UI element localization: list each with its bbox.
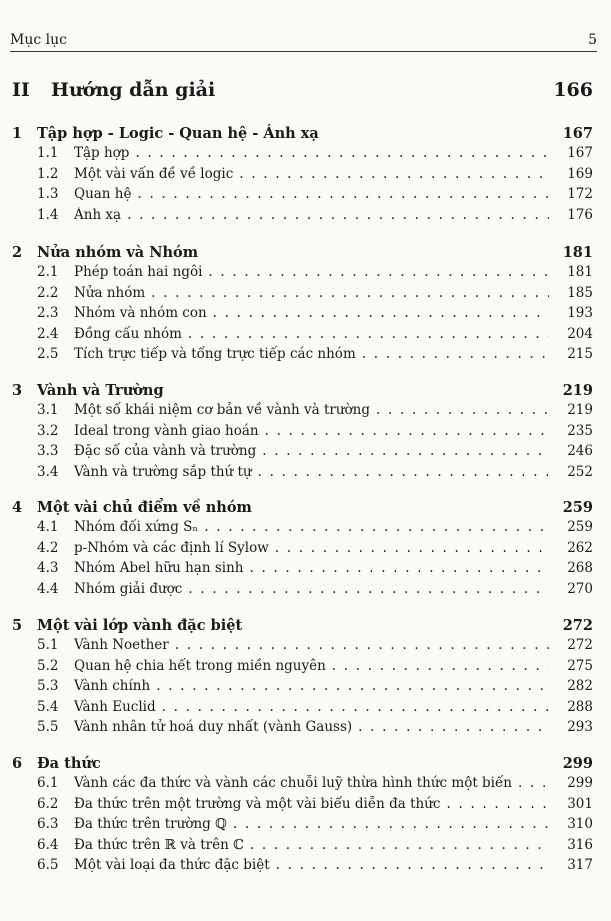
section-number: 1.1: [37, 145, 59, 161]
section-number: 1.2: [37, 165, 59, 182]
section-page: 262: [567, 539, 593, 556]
toc-entry[interactable]: [12, 560, 593, 581]
toc-entry[interactable]: [12, 423, 593, 444]
section-page: 219: [567, 402, 593, 418]
running-head: [10, 32, 597, 52]
section-page: 169: [567, 165, 593, 182]
chapter-number: 2: [12, 244, 23, 261]
section-title: Nhóm đối xứng Sₙ . . .: [74, 519, 549, 535]
toc-entry[interactable]: [12, 264, 593, 285]
section-title: Nhóm và nhóm con . . .: [74, 305, 549, 321]
toc-entry[interactable]: [12, 464, 593, 485]
section-title: Quan hệ . . .: [74, 186, 549, 202]
section-page: 275: [567, 657, 593, 674]
toc-entry[interactable]: [12, 326, 593, 347]
chapter-page: 272: [562, 617, 593, 634]
section-title: Một vài loại đa thức đặc biệt . . .: [74, 857, 549, 873]
section-title: Vành Euclid . . .: [74, 699, 549, 715]
toc-entry[interactable]: [12, 816, 593, 837]
section-title: p-Nhóm và các định lí Sylow . . .: [74, 540, 549, 556]
chapter-6: [12, 755, 593, 878]
chapter-title: Một vài lớp vành đặc biệt: [37, 617, 243, 634]
section-page: 293: [567, 719, 593, 735]
chapter-page: 167: [562, 125, 593, 142]
chapter-heading[interactable]: [12, 382, 593, 402]
section-number: 3.4: [37, 463, 59, 480]
section-number: 4.4: [37, 580, 59, 597]
section-number: 6.3: [37, 816, 59, 832]
chapter-heading[interactable]: [12, 755, 593, 775]
chapter-title: Đa thức: [37, 755, 101, 772]
toc-entry[interactable]: [12, 207, 593, 228]
chapter-5: [12, 617, 593, 740]
section-title: Quan hệ chia hết trong miền nguyên . . .: [74, 658, 549, 674]
section-number: 3.1: [37, 402, 59, 418]
section-page: 270: [567, 580, 593, 597]
toc-entry[interactable]: [12, 775, 593, 796]
toc-entry[interactable]: [12, 658, 593, 679]
toc-entry[interactable]: [12, 837, 593, 858]
section-page: 167: [567, 145, 593, 161]
section-title: Vành các đa thức và vành các chuỗi luỹ thừa hình thức một biến . . .: [74, 775, 549, 791]
section-title: Vành nhân tử hoá duy nhất (vành Gauss) . . .: [74, 719, 549, 735]
section-page: 172: [567, 186, 593, 202]
section-page: 259: [567, 519, 593, 535]
section-number: 4.2: [37, 539, 59, 556]
section-number: 4.3: [37, 560, 59, 576]
section-page: 252: [567, 463, 593, 480]
section-title: Đặc số của vành và trường . . .: [74, 443, 549, 459]
toc-entry[interactable]: [12, 166, 593, 187]
toc-entry[interactable]: [12, 796, 593, 817]
section-title: Phép toán hai ngôi . . .: [74, 264, 549, 280]
chapter-title: Tập hợp - Logic - Quan hệ - Ánh xạ: [37, 125, 319, 142]
section-page: 316: [567, 836, 593, 853]
chapter-number: 3: [12, 382, 23, 399]
chapter-page: 219: [562, 382, 593, 399]
section-page: 272: [567, 637, 593, 653]
toc-entry[interactable]: [12, 443, 593, 464]
section-page: 176: [567, 206, 593, 223]
section-number: 2.4: [37, 325, 59, 342]
chapter-number: 1: [12, 125, 23, 142]
section-number: 1.4: [37, 206, 59, 223]
section-title: Vành chính . . .: [74, 678, 549, 694]
toc-entry[interactable]: [12, 402, 593, 423]
section-page: 246: [567, 443, 593, 459]
part-number: II: [12, 79, 30, 101]
part-page: 166: [553, 79, 593, 101]
section-page: 235: [567, 422, 593, 439]
section-title: Ideal trong vành giao hoán . . .: [74, 423, 549, 439]
toc-entry[interactable]: [12, 719, 593, 740]
part-heading[interactable]: [12, 79, 593, 101]
section-title: Nhóm Abel hữu hạn sinh . . .: [74, 560, 549, 576]
toc-entry[interactable]: [12, 637, 593, 658]
chapter-3: [12, 382, 593, 484]
section-page: 282: [567, 678, 593, 694]
section-number: 3.2: [37, 422, 59, 439]
section-number: 4.1: [37, 519, 59, 535]
section-title: Tập hợp . . .: [74, 145, 549, 161]
section-title: Vành và trường sắp thứ tự . . .: [74, 464, 549, 480]
chapter-2: [12, 244, 593, 367]
section-title: Nửa nhóm . . .: [74, 285, 549, 301]
section-number: 6.1: [37, 775, 59, 791]
section-number: 2.1: [37, 264, 59, 280]
section-number: 3.3: [37, 443, 59, 459]
section-number: 2.2: [37, 284, 59, 301]
section-number: 6.4: [37, 836, 59, 853]
section-title: Một số khái niệm cơ bản về vành và trường . . .: [74, 402, 549, 418]
chapter-1: [12, 125, 593, 227]
toc-entry[interactable]: [12, 519, 593, 540]
chapter-heading[interactable]: [12, 617, 593, 637]
chapter-number: 5: [12, 617, 23, 634]
section-title: Đa thức trên ℝ và trên ℂ . . .: [74, 837, 549, 853]
section-title: Nhóm giải được . . .: [74, 581, 549, 597]
section-page: 299: [567, 775, 593, 791]
chapter-number: 4: [12, 499, 23, 516]
section-number: 2.5: [37, 346, 59, 362]
running-head-title: Mục lục: [10, 32, 67, 48]
section-number: 5.4: [37, 698, 59, 715]
chapter-page: 259: [562, 499, 593, 516]
section-title: Đa thức trên trường ℚ . . .: [74, 816, 549, 832]
toc-entry[interactable]: [12, 285, 593, 306]
toc-entry[interactable]: [12, 857, 593, 878]
section-page: 317: [567, 857, 593, 873]
section-number: 6.5: [37, 857, 59, 873]
section-page: 204: [567, 325, 593, 342]
section-number: 6.2: [37, 795, 59, 812]
section-page: 268: [567, 560, 593, 576]
chapter-heading[interactable]: [12, 125, 593, 145]
section-number: 2.3: [37, 305, 59, 321]
toc-entry[interactable]: [12, 540, 593, 561]
toc-entry[interactable]: [12, 145, 593, 166]
section-page: 288: [567, 698, 593, 715]
toc-entry[interactable]: [12, 346, 593, 367]
toc-entry[interactable]: [12, 581, 593, 602]
section-page: 181: [567, 264, 593, 280]
header-rule: [10, 51, 597, 52]
chapter-number: 6: [12, 755, 23, 772]
section-title: Tích trực tiếp và tổng trực tiếp các nhóm . . .: [74, 346, 549, 362]
section-page: 301: [567, 795, 593, 812]
chapter-page: 299: [562, 755, 593, 772]
chapter-title: Nửa nhóm và Nhóm: [37, 244, 199, 261]
section-title: Một vài vấn đề về logic . . .: [74, 166, 549, 182]
toc-entry[interactable]: [12, 305, 593, 326]
toc-entry[interactable]: [12, 699, 593, 720]
toc-entry[interactable]: [12, 186, 593, 207]
section-page: 193: [567, 305, 593, 321]
section-number: 5.2: [37, 657, 59, 674]
chapter-page: 181: [562, 244, 593, 261]
toc-entry[interactable]: [12, 678, 593, 699]
page-number: 5: [588, 32, 597, 48]
section-title: Vành Noether . . .: [74, 637, 549, 653]
section-page: 185: [567, 284, 593, 301]
section-title: Ánh xạ . . .: [74, 207, 549, 223]
chapter-title: Vành và Trường: [37, 382, 164, 399]
section-number: 5.1: [37, 637, 59, 653]
chapter-4: [12, 499, 593, 601]
part-title: Hướng dẫn giải: [51, 79, 216, 101]
chapter-heading[interactable]: [12, 244, 593, 264]
section-number: 5.3: [37, 678, 59, 694]
chapter-title: Một vài chủ điểm về nhóm: [37, 499, 252, 516]
section-title: Đồng cấu nhóm . . .: [74, 326, 549, 342]
section-page: 215: [567, 346, 593, 362]
chapter-heading[interactable]: [12, 499, 593, 519]
section-number: 5.5: [37, 719, 59, 735]
section-page: 310: [567, 816, 593, 832]
section-title: Đa thức trên một trường và một vài biểu diễn đa thức . . .: [74, 796, 549, 812]
section-number: 1.3: [37, 186, 59, 202]
